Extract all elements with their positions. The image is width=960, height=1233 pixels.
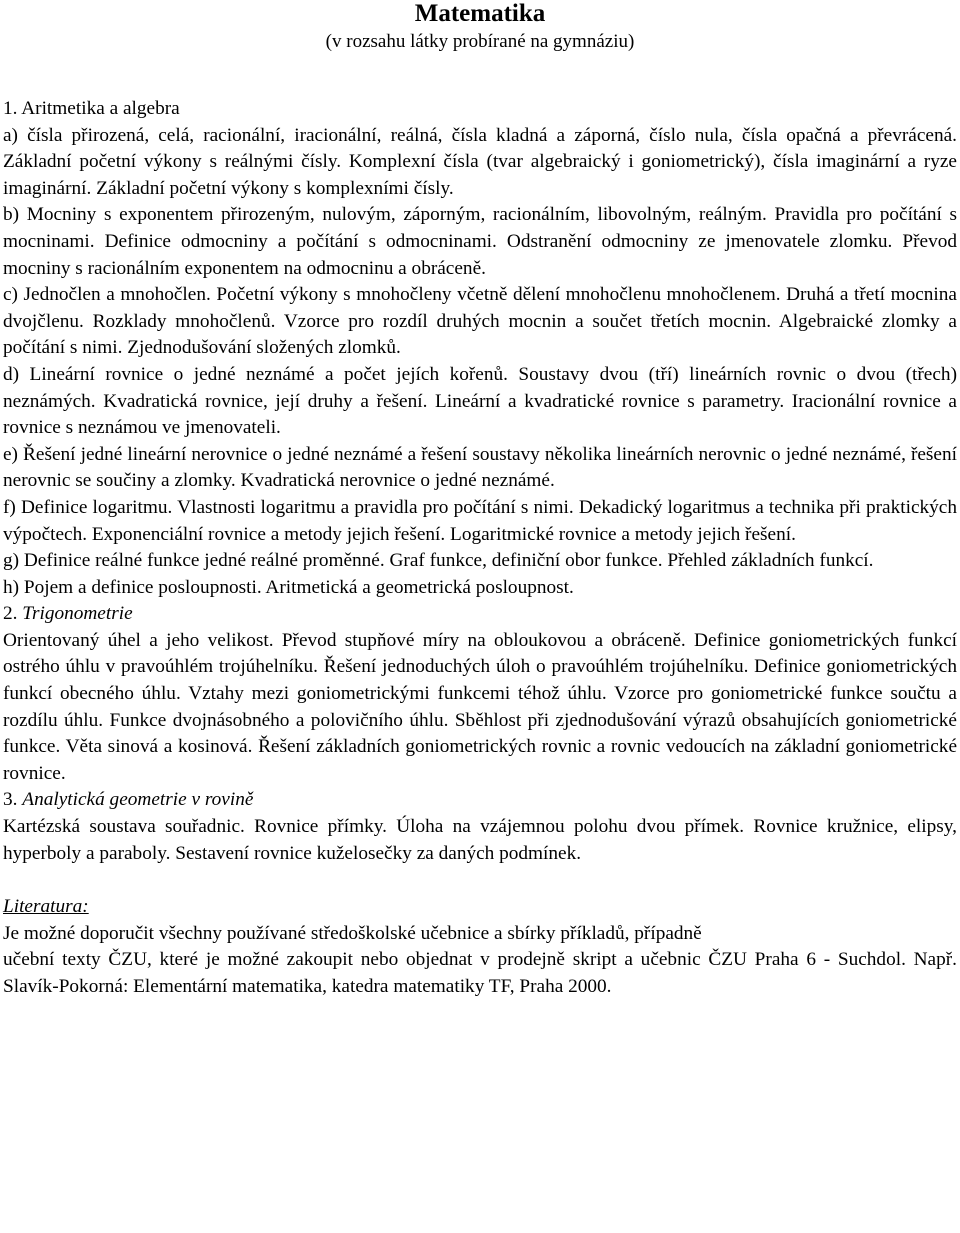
section-number: 3. [3, 789, 18, 811]
document-subtitle: (v rozsahu látky probírané na gymnáziu) [325, 31, 635, 52]
section-2 [3, 601, 957, 787]
document-title: Matematika [414, 0, 546, 27]
literature-line-1: Je možné doporučit všechny používané středoškolské učebnice a sbírky příkladů, případně [3, 922, 702, 944]
literature-text: učební texty ČZU, které je možné zakoupit nebo objednat v prodejně skript a učebnic ČZU Praha 6 - Suchdol. Např. Slavík-Pokorná: Elementární matematika, katedra matematiky TF, Praha 2000. [3, 949, 957, 997]
paragraph-a: a) čísla přirozená, celá, racionální, iracionální, reálná, čísla kladná a záporná, číslo nula, čísla opačná a převrácená. Základní početní výkony s reálnými čísly. Komplexní čísla (tvar algebraický i goniometrický), čísla imaginární a ryze imaginární. Základní početní výkony s komplexními čísly. [3, 124, 957, 199]
paragraph-h: h) Pojem a definice posloupnosti. Aritmetická a geometrická posloupnost. [3, 576, 574, 598]
section-title: Aritmetika a algebra [21, 98, 180, 119]
section-title: Analytická geometrie v rovině [22, 789, 254, 811]
section-heading [3, 601, 957, 628]
paragraph-trigonometry: Orientovaný úhel a jeho velikost. Převod stupňové míry na obloukovou a obráceně. Definice goniometrických funkcí ostrého úhlu v pravoúhlém trojúhelníku. Řešení jednoduchých úloh o pravoúhlém trojúhelníku. Definice goniometrických funkcí obecného úhlu. Vztahy mezi goniometrickými funkcemi téhož úhlu. Vzorce pro goniometrické funkce součtu a rozdílu úhlu. Funkce dvojnásobného a polovičního úhlu. Sběhlost při zjednodušování výrazů obsahujících goniometrické funkce. Věta sinová a kosinová. Řešení základních goniometrických rovnic a rovnic vedoucích na základní goniometrické rovnice. [3, 629, 957, 784]
section-1 [3, 96, 957, 601]
section-number: 2. [3, 603, 18, 625]
literature-section [3, 894, 957, 1000]
paragraph-f: f) Definice logaritmu. Vlastnosti logaritmu a pravidla pro počítání s nimi. Dekadický logaritmus a technika při praktických výpočtech. Exponenciální rovnice a metody jejich řešení. Logaritmické rovnice a metody jejich řešení. [3, 496, 957, 545]
paragraph-c: c) Jednočlen a mnohočlen. Početní výkony s mnohočleny včetně dělení mnohočlenu mnohočlenem. Druhá a třetí mocnina dvojčlenu. Rozklady mnohočlenů. Vzorce pro rozdíl druhých mocnin a součet třetích mocnin. Algebraické zlomky a počítání s nimi. Zjednodušování složených zlomků. [3, 284, 957, 359]
section-number: 1. [3, 98, 18, 119]
paragraph-g: g) Definice reálné funkce jedné reálné proměnné. Graf funkce, definiční obor funkce. Přehled základních funkcí. [3, 550, 874, 572]
section-title: Trigonometrie [22, 603, 133, 625]
section-3 [3, 787, 957, 867]
section-heading [3, 96, 957, 123]
paragraph-e: e) Řešení jedné lineární nerovnice o jedné neznámé a řešení soustavy několika lineárních nerovnic o jedné neznámé, řešení nerovnic se součiny a zlomky. Kvadratická nerovnice o jedné neznámé. [3, 443, 957, 492]
paragraph-d: d) Lineární rovnice o jedné neznámé a počet jejích kořenů. Soustavy dvou (tří) lineárních rovnic o dvou (třech) neznámých. Kvadratická rovnice, její druhy a řešení. Lineární a kvadratické rovnice s parametry. Iracionální rovnice a rovnice s neznámou ve jmenovateli. [3, 363, 957, 439]
section-heading [3, 787, 957, 814]
paragraph-b: b) Mocniny s exponentem přirozeným, nulovým, záporným, racionálním, libovolným, reálným. Pravidla pro počítání s mocninami. Definice odmocniny a počítání s odmocninami. Odstranění odmocniny ze jmenovatele zlomku. Převod mocniny s racionálním exponentem na odmocninu a obráceně. [3, 204, 957, 279]
paragraph-analytic-geometry: Kartézská soustava souřadnic. Rovnice přímky. Úloha na vzájemnou polohu dvou přímek. Rovnice kružnice, elipsy, hyperboly a paraboly. Sestavení rovnice kuželosečky za daných podmínek. [3, 816, 957, 864]
literature-heading: Literatura: [3, 896, 89, 918]
